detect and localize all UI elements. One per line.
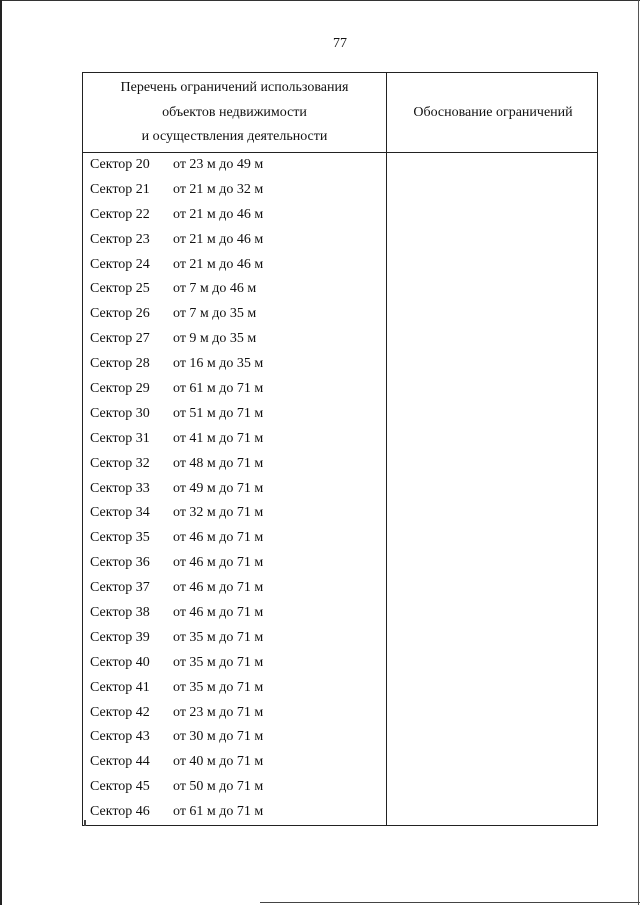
distance-range: от 21 м до 46 м	[173, 206, 264, 222]
header-left-line-2: объектов недвижимости	[162, 104, 307, 120]
distance-range: от 32 м до 71 м	[173, 505, 264, 521]
distance-range: от 46 м до 71 м	[173, 580, 264, 596]
sector-label: Сектор 34	[90, 505, 150, 521]
sector-label: Сектор 33	[90, 480, 150, 496]
distance-range: от 48 м до 71 м	[173, 455, 264, 471]
table-row	[83, 775, 386, 800]
table-row	[83, 452, 386, 477]
sector-label: Сектор 32	[90, 455, 150, 471]
distance-range: от 41 м до 71 м	[173, 430, 264, 446]
table-row	[83, 601, 386, 626]
sector-label: Сектор 39	[90, 629, 150, 645]
sector-label: Сектор 36	[90, 555, 150, 571]
sector-label: Сектор 43	[90, 729, 150, 745]
distance-range: от 35 м до 71 м	[173, 629, 264, 645]
sector-label: Сектор 22	[90, 206, 150, 222]
distance-range: от 46 м до 71 м	[173, 530, 264, 546]
page-border-right	[638, 0, 639, 905]
sector-label: Сектор 20	[90, 157, 150, 172]
sector-label: Сектор 38	[90, 605, 150, 621]
table-row	[83, 203, 386, 228]
distance-range: от 46 м до 71 м	[173, 605, 264, 621]
distance-range: от 51 м до 71 м	[173, 405, 264, 421]
table-row	[83, 477, 386, 502]
sector-label: Сектор 41	[90, 679, 150, 695]
table-row	[83, 651, 386, 676]
distance-range: от 23 м до 49 м	[173, 157, 264, 172]
distance-range: от 46 м до 71 м	[173, 555, 264, 571]
table-body	[83, 153, 386, 825]
table-row	[83, 402, 386, 427]
sector-label: Сектор 28	[90, 356, 150, 372]
table-row	[83, 153, 386, 178]
distance-range: от 49 м до 71 м	[173, 480, 264, 496]
sector-label: Сектор 31	[90, 430, 150, 446]
distance-range: от 30 м до 71 м	[173, 729, 264, 745]
table-row	[83, 750, 386, 775]
table-row	[83, 377, 386, 402]
table-row	[83, 526, 386, 551]
table-row	[83, 576, 386, 601]
distance-range: от 7 м до 35 м	[173, 306, 257, 322]
sector-label: Сектор 46	[90, 804, 150, 820]
table-row	[83, 302, 386, 327]
table-row	[83, 626, 386, 651]
distance-range: от 23 м до 71 м	[173, 704, 264, 720]
sector-label: Сектор 42	[90, 704, 150, 720]
distance-range: от 21 м до 46 м	[173, 256, 264, 272]
table-row	[83, 676, 386, 701]
sector-label: Сектор 40	[90, 654, 150, 670]
table-row	[83, 228, 386, 253]
sector-label: Сектор 37	[90, 580, 150, 596]
table-row	[83, 725, 386, 750]
page-number: 77	[333, 36, 347, 51]
table-row	[83, 427, 386, 452]
distance-range: от 7 м до 46 м	[173, 281, 257, 297]
page-border-bottom	[260, 902, 640, 903]
sector-label: Сектор 29	[90, 381, 150, 397]
table-row	[83, 327, 386, 352]
header-left-line-1: Перечень ограничений использования	[120, 80, 349, 95]
restrictions-table	[82, 72, 598, 826]
page-border-left	[0, 0, 2, 905]
distance-range: от 61 м до 71 м	[173, 381, 264, 397]
distance-range: от 16 м до 35 м	[173, 356, 264, 372]
distance-range: от 50 м до 71 м	[173, 779, 264, 795]
header-right-label: Обоснование ограничений	[413, 104, 573, 120]
sector-label: Сектор 30	[90, 405, 150, 421]
distance-range: от 35 м до 71 м	[173, 654, 264, 670]
sector-label: Сектор 44	[90, 754, 150, 770]
column-divider	[386, 73, 387, 825]
distance-range: от 21 м до 32 м	[173, 181, 264, 197]
sector-label: Сектор 35	[90, 530, 150, 546]
table-row	[83, 253, 386, 278]
header-left-cell	[83, 73, 386, 152]
sector-label: Сектор 27	[90, 331, 150, 347]
table-row	[83, 551, 386, 576]
table-row	[83, 701, 386, 726]
table-row	[83, 800, 386, 825]
table-row	[83, 352, 386, 377]
sector-label: Сектор 45	[90, 779, 150, 795]
distance-range: от 61 м до 71 м	[173, 804, 264, 820]
sector-label: Сектор 24	[90, 256, 150, 272]
page-border-top	[0, 0, 640, 1]
header-right-cell	[387, 73, 599, 152]
table-row	[83, 178, 386, 203]
distance-range: от 35 м до 71 м	[173, 679, 264, 695]
header-left-line-3: и осуществления деятельности	[141, 129, 328, 144]
table-row	[83, 501, 386, 526]
distance-range: от 21 м до 46 м	[173, 231, 264, 247]
distance-range: от 40 м до 71 м	[173, 754, 264, 770]
table-row	[83, 277, 386, 302]
sector-label: Сектор 23	[90, 231, 150, 247]
scan-artifact	[84, 820, 86, 826]
distance-range: от 9 м до 35 м	[173, 331, 257, 347]
sector-label: Сектор 25	[90, 281, 150, 297]
sector-label: Сектор 21	[90, 181, 150, 197]
sector-label: Сектор 26	[90, 306, 150, 322]
